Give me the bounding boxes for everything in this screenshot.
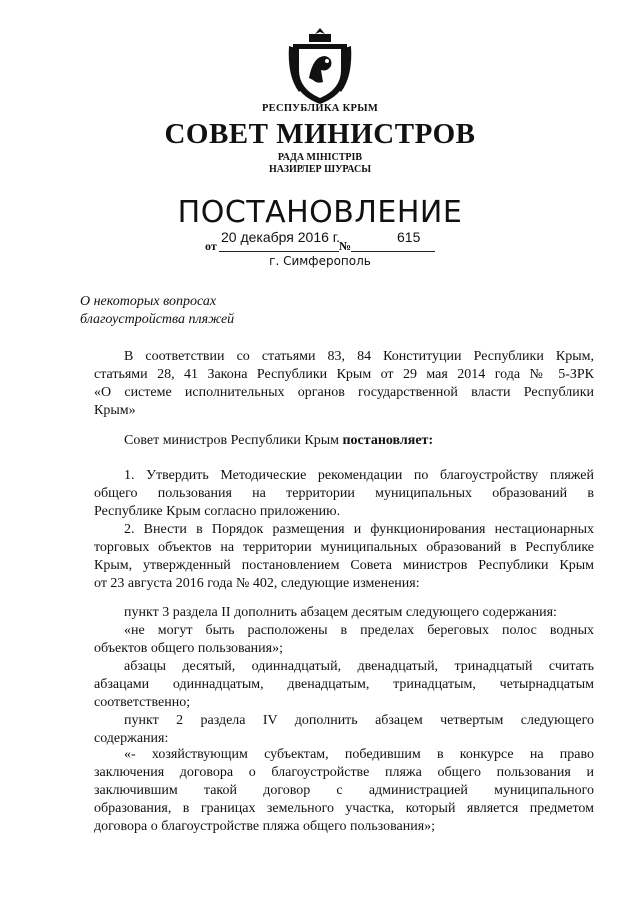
subject-line: О некоторых вопросах (80, 294, 217, 309)
text-line: пункт 3 раздела II дополнить абзацем десятым следующего содержания: (124, 605, 557, 620)
republic-name: РЕСПУБЛИКА КРЫМ (261, 103, 379, 114)
paragraph-quote-1 (94, 622, 594, 658)
text-line: Республике Крым согласно приложению. (94, 504, 341, 519)
paragraph-resolves (94, 432, 594, 450)
text-line: 2. Внести в Порядок размещения и функционирования нестационарных (124, 522, 594, 537)
council-name-ukrainian: РАДА МІНІСТРІВ (277, 152, 363, 163)
text-line: заключившим такой договор с администрацией муниципального (94, 783, 594, 798)
paragraph-item-2 (94, 521, 594, 593)
text-line: объектов общего пользования»; (94, 641, 283, 656)
text-line: общего пользования на территории муниципальных образований в (94, 486, 594, 501)
text-line: содержания: (94, 731, 169, 746)
text-line: соответственно; (94, 695, 191, 710)
text-line: образования, в границах земельного участка, который является предметом (94, 801, 594, 816)
paragraph-amendment-2 (94, 712, 594, 748)
paragraph-preamble (94, 348, 594, 420)
text-line: заключения договора о благоустройстве пляжа общего пользования и (94, 765, 594, 780)
document-number: 615 (397, 229, 421, 245)
text-line: от 23 августа 2016 года № 402, следующие изменения: (94, 576, 420, 591)
text-line (94, 432, 594, 450)
text-line: договора о благоустройстве пляжа общего пользования»; (94, 819, 436, 834)
subject-line: благоустройства пляжей (80, 312, 235, 327)
resolves-colon: : (428, 433, 434, 448)
text-line: абзацы десятый, одиннадцатый, двенадцатый, тринадцатый считать (124, 659, 594, 674)
number-underline (351, 251, 435, 252)
text-line: абзацами одиннадцатым, двенадцатым, тринадцатым, четырнадцатым (94, 677, 594, 692)
text-line: «О системе исполнительных органов государственной власти Республики (94, 385, 594, 400)
council-name: СОВЕТ МИНИСТРОВ (164, 118, 476, 150)
number-sign: № (339, 239, 352, 253)
city-name: г. Симферополь (269, 254, 371, 268)
resolves-keyword: постановляет (342, 433, 429, 448)
paragraph-quote-2 (94, 746, 594, 836)
text-line: статьями 28, 41 Закона Республики Крым от 29 мая 2014 года № 5-ЗРК (94, 367, 594, 382)
paragraph-item-1 (94, 467, 594, 521)
paragraph-amendment-1 (94, 604, 594, 622)
date-number-line (205, 229, 435, 253)
paragraph-renumber (94, 658, 594, 712)
document-type-title: ПОСТАНОВЛЕНИЕ (177, 195, 463, 230)
text-line: «- хозяйствующим субъектам, победившим в конкурсе на право (124, 747, 594, 762)
date-prefix: от (205, 239, 217, 253)
resolves-text: Совет министров Республики Крым (124, 433, 343, 448)
text-line: Крым, утвержденный постановлением Совета министров Республики Крым (94, 558, 594, 573)
document-date: 20 декабря 2016 г. (221, 229, 341, 245)
date-underline (219, 251, 339, 252)
text-line: В соответствии со статьями 83, 84 Конституции Республики Крым, (124, 349, 594, 364)
text-line: Крым» (94, 403, 136, 418)
text-line: 1. Утвердить Методические рекомендации по благоустройству пляжей (124, 468, 594, 483)
text-line: «не могут быть расположены в пределах береговых полос водных (124, 623, 594, 638)
text-line: торговых объектов на территории муниципальных образований в Республике (94, 540, 594, 555)
document-subject (80, 293, 234, 329)
coat-of-arms-icon (287, 26, 353, 106)
council-name-crimean-tatar: НАЗИРЛЕР ШУРАСЫ (268, 164, 372, 175)
text-line: пункт 2 раздела IV дополнить абзацем четвертым следующего (124, 713, 594, 728)
